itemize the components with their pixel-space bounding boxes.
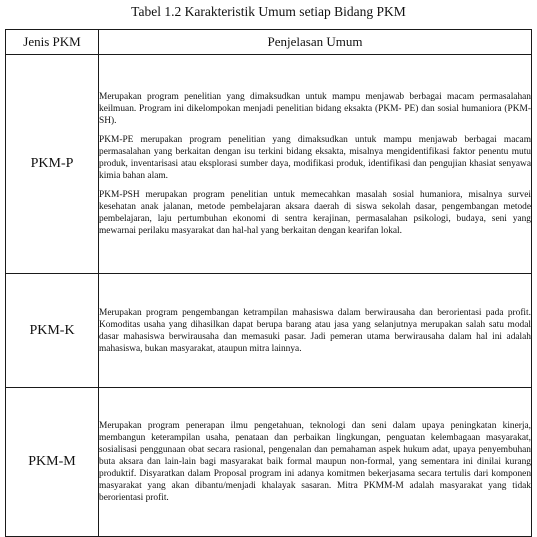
penjelasan-cell	[99, 388, 532, 537]
table-caption: Tabel 1.2 Karakteristik Umum setiap Bidang PKM	[131, 4, 406, 19]
jenis-cell: PKM-M	[6, 388, 99, 537]
description-paragraph: PKM-PE merupakan program penelitian yang dimaksudkan untuk mampu menjawab berbagai macam permasalahan yang berkaitan dengan isu terkini bidang eksakta, misalnya mengidentifikasi faktor penentu mutu produk, inventarisasi atau eksplorasi sumber daya, modifikasi produk, identifikasi dan pengujian khasiat senyawa kimia bahan alam.	[99, 135, 531, 181]
header-jenis-pkm: Jenis PKM	[6, 30, 99, 55]
penjelasan-cell	[99, 55, 532, 274]
table-row	[6, 388, 532, 537]
table-row	[6, 274, 532, 388]
table-header-row	[6, 30, 532, 55]
jenis-cell: PKM-K	[6, 274, 99, 388]
header-penjelasan-umum: Penjelasan Umum	[99, 30, 532, 55]
penjelasan-cell	[99, 274, 532, 388]
description-paragraph: Merupakan program pengembangan ketrampilan mahasiswa dalam berwirausaha dan berorientasi pada profit. Komoditas usaha yang dihasilkan dapat berupa barang atau jasa yang selanjutnya merupakan salah satu modal dasar mahasiswa berwirausaha dan memasuki pasar. Jadi pemeran utama berwirausaha dalam hal ini adalah mahasiswa, bukan masyarakat, ataupun mitra lainnya.	[99, 307, 531, 354]
description-paragraph: PKM-PSH merupakan program penelitian untuk memecahkan masalah sosial humaniora, misalnya survei kesehatan anak jalanan, metode pembelajaran aksara daerah di siswa sekolah dasar, pengembangan metode pembelajaran, laju pertumbuhan ekonomi di sentra kerajinan, permasalahan psikologi, budaya, seni yang mewarnai perilaku masyarakat dan hal-hal yang berkaitan dengan kearifan lokal.	[99, 190, 531, 236]
description-paragraph: Merupakan program penerapan ilmu pengetahuan, teknologi dan seni dalam upaya peningkatan kinerja, membangun keterampilan usaha, penataan dan perbaikan lingkungan, penguatan kelembagaan masyarakat, sosialisasi penggunaan obat secara rasional, pengenalan dan pemahaman aspek hukum adat, upaya penyembuhan buta aksara dan lain-lain bagi masyarakat baik formal maupun non-formal, yang sementara ini dinilai kurang produktif. Disyaratkan dalam Proposal program ini adanya komitmen bekerjasama secara tertulis dari komponen masyarakat yang akan dibantu/menjadi khalayak sasaran. Mitra PKMM-M adalah masyarakat yang tidak berorientasi profit.	[99, 421, 531, 503]
jenis-cell: PKM-P	[6, 55, 99, 274]
pkm-characteristics-table	[5, 29, 532, 537]
description-paragraph: Merupakan program penelitian yang dimaksudkan untuk mampu menjawab berbagai macam permasalahan keilmuan. Program ini dikelompokan menjadi penelitian bidang eksakta (PKM- PE) dan sosial humaniora (PKM-SH).	[99, 92, 531, 126]
table-row	[6, 55, 532, 274]
